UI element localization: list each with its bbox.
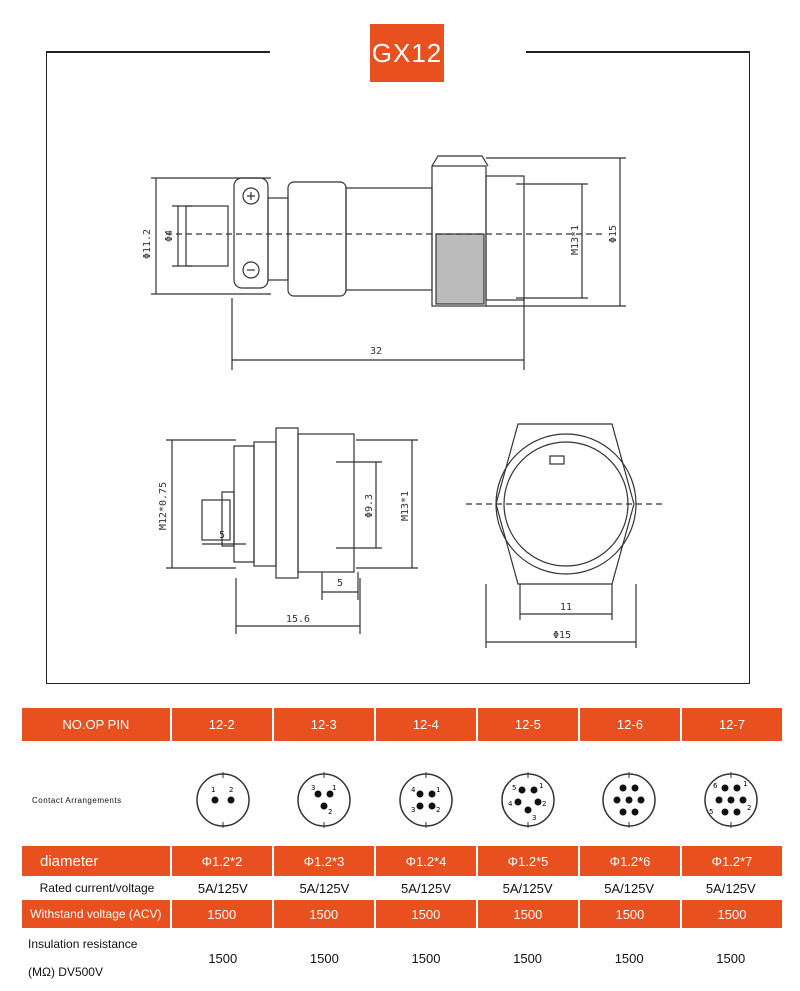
pin-cell: 12-4 <box>376 708 478 741</box>
svg-text:2: 2 <box>328 808 333 816</box>
front-view <box>466 424 666 648</box>
rated-cell: 5A/125V <box>299 880 350 896</box>
dim-side-d3: M13*1 <box>570 224 581 256</box>
contact-diagram-3pin <box>274 754 376 846</box>
svg-text:4: 4 <box>410 786 416 794</box>
withstand-cell: 1500 <box>580 900 682 928</box>
svg-text:1: 1 <box>210 786 216 794</box>
withstand-cell: 1500 <box>717 906 747 922</box>
svg-text:1: 1 <box>538 782 544 790</box>
rated-cell: 5A/125V <box>197 880 248 896</box>
insulation-cell: 1500 <box>614 950 644 966</box>
pin-row <box>22 708 782 741</box>
svg-text:2: 2 <box>435 806 441 814</box>
rated-row-label: Rated current/voltage <box>39 881 155 895</box>
pin-cell: 12-3 <box>274 708 376 741</box>
pin-row-label: NO.OP PIN <box>22 708 172 741</box>
insulation-cell: 1500 <box>208 950 238 966</box>
contact-diagram-2pin <box>172 754 274 846</box>
dim-socket-d2: Φ9.3 <box>364 493 375 519</box>
dim-socket-length: 15.6 <box>285 614 311 625</box>
rated-row <box>22 876 782 900</box>
dim-front-width: 11 <box>559 602 573 613</box>
diameter-cell: Φ1.2*7 <box>711 853 753 869</box>
insulation-row <box>22 930 782 986</box>
rated-cell: 5A/125V <box>401 880 451 896</box>
svg-text:1: 1 <box>742 780 748 788</box>
withstand-row-label: Withstand voltage (ACV) <box>22 900 172 928</box>
diameter-cell: Φ1.2*3 <box>274 846 376 876</box>
rated-cell: 5A/125V <box>604 880 655 896</box>
diameter-cell: Φ1.2*5 <box>478 846 580 876</box>
pin-cell: 12-7 <box>718 717 745 732</box>
rated-cell: 5A/125V <box>502 880 553 896</box>
pin-cell: 12-2 <box>172 708 274 741</box>
diameter-row <box>22 846 782 876</box>
insulation-cell: 1500 <box>411 950 441 966</box>
svg-text:6: 6 <box>712 782 718 790</box>
diameter-row-label: diameter <box>22 846 172 876</box>
contact-diagram-5pin <box>477 754 579 846</box>
svg-text:2: 2 <box>228 786 234 794</box>
dim-front-diameter: Φ15 <box>552 630 572 641</box>
dim-side-d1: Φ11.2 <box>142 228 153 260</box>
dim-socket-d1: M12*0.75 <box>158 481 169 531</box>
withstand-cell: 1500 <box>274 900 376 928</box>
diameter-cell: Φ1.2*6 <box>580 846 682 876</box>
svg-text:4: 4 <box>507 800 513 808</box>
insulation-cell: 1500 <box>716 950 746 966</box>
withstand-cell: 1500 <box>478 900 580 928</box>
contact-diagram-7pin <box>680 754 782 846</box>
model-title: GX12 <box>371 37 443 68</box>
drawing-svg <box>46 48 750 684</box>
technical-drawing <box>46 48 750 684</box>
diameter-cell: Φ1.2*4 <box>376 846 478 876</box>
dim-side-d4: Φ15 <box>608 224 619 244</box>
dim-side-length: 32 <box>369 346 383 357</box>
svg-text:3: 3 <box>311 784 316 792</box>
rated-cell: 5A/125V <box>705 880 756 896</box>
diameter-cell: Φ1.2*2 <box>172 846 274 876</box>
withstand-cell: 1500 <box>172 900 274 928</box>
dim-socket-w2: 5 <box>336 578 344 589</box>
withstand-cell: 1500 <box>376 900 478 928</box>
contact-row-label: Contact Arrangements <box>32 795 122 805</box>
contact-diagram-6pin <box>578 754 680 846</box>
svg-text:2: 2 <box>541 800 547 808</box>
insulation-label-line2: (MΩ) DV500V <box>28 965 103 979</box>
contact-diagram-4pin <box>375 754 477 846</box>
withstand-row <box>22 900 782 928</box>
insulation-label-line1: Insulation resistance <box>28 937 138 951</box>
svg-text:2: 2 <box>746 804 752 812</box>
socket-view <box>166 428 418 634</box>
dim-socket-w1: 5 <box>218 530 226 541</box>
svg-text:5: 5 <box>511 784 517 792</box>
svg-text:3: 3 <box>410 806 416 814</box>
insulation-cell: 1500 <box>513 950 543 966</box>
pin-cell: 12-5 <box>478 708 580 741</box>
dim-side-d2: Φ4 <box>164 229 175 243</box>
svg-text:1: 1 <box>435 786 441 794</box>
svg-text:1: 1 <box>332 784 337 792</box>
insulation-row-label <box>22 930 172 986</box>
side-view <box>151 156 626 370</box>
svg-text:3: 3 <box>531 814 537 822</box>
dim-socket-d3: M13*1 <box>400 490 411 522</box>
pin-cell: 12-6 <box>580 708 682 741</box>
insulation-cell: 1500 <box>309 950 339 966</box>
svg-text:5: 5 <box>708 808 714 816</box>
contact-row <box>22 754 782 846</box>
